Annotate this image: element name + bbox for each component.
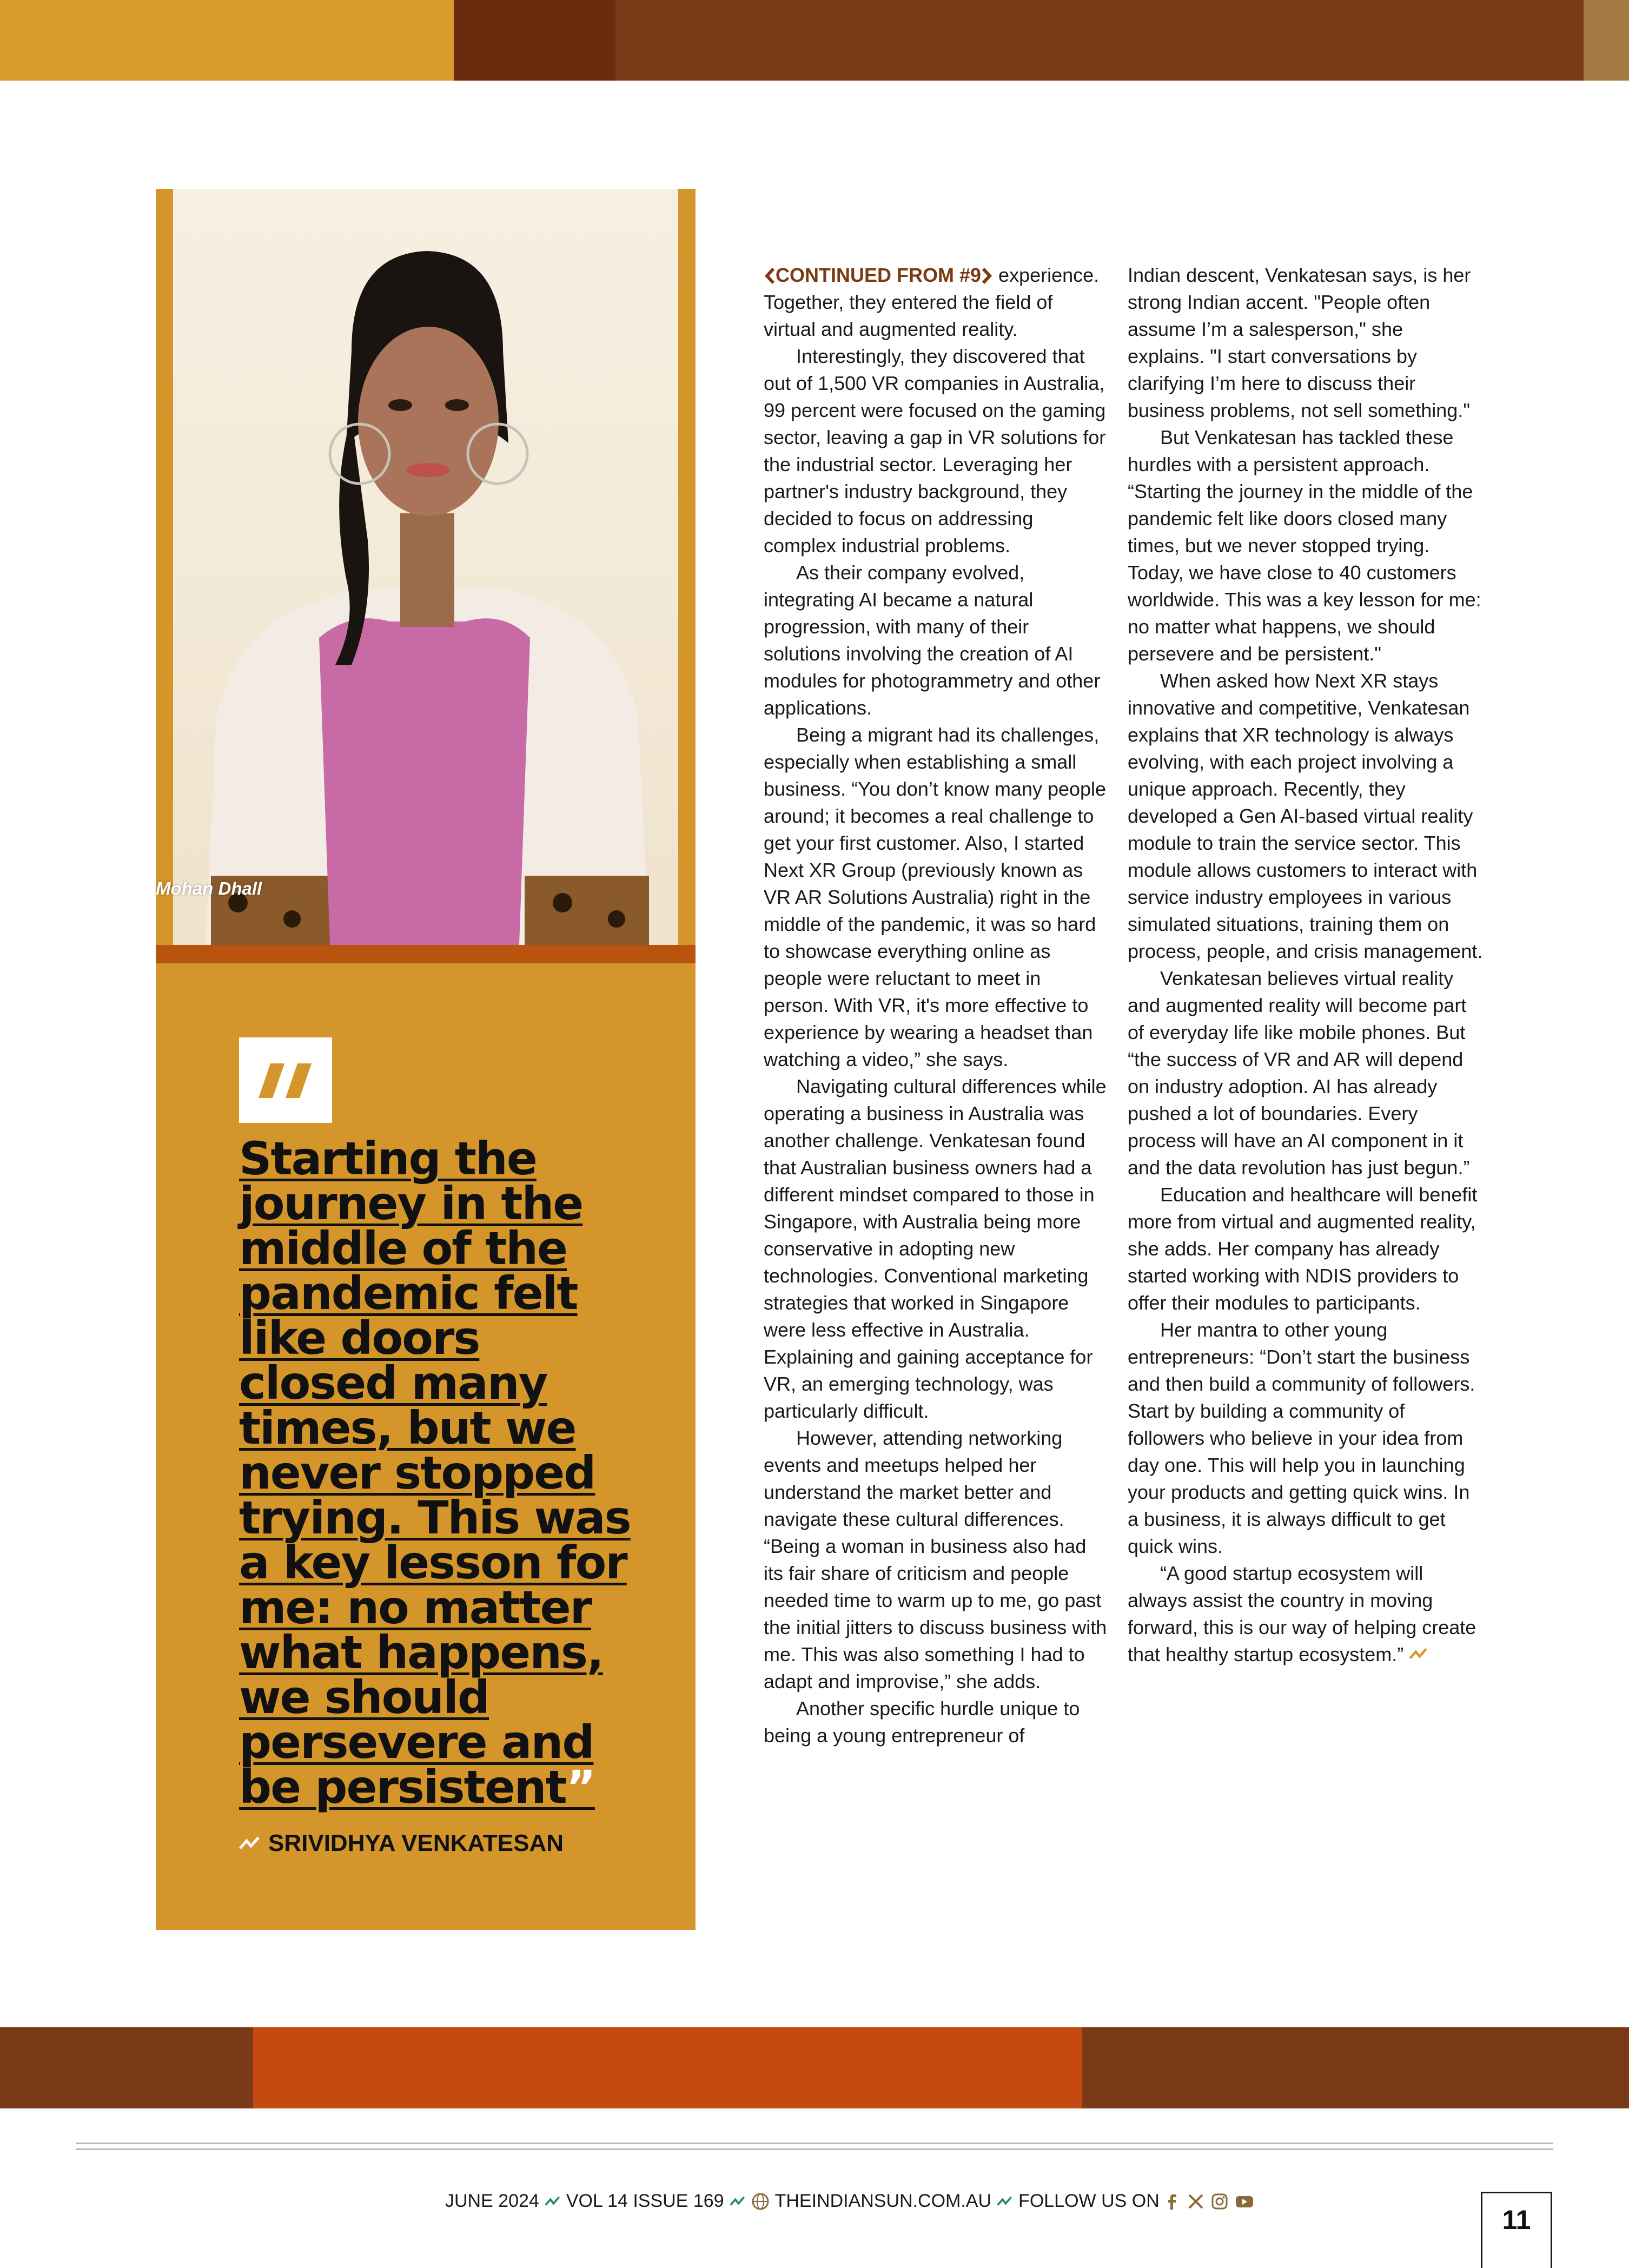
continued-label: CONTINUED FROM #9	[776, 264, 982, 286]
article-paragraph	[1128, 1560, 1485, 1668]
quote-mark-icon	[239, 1037, 332, 1123]
paragraph-text: “A good startup ecosystem will always assist the country in moving forward, this is our way of helping create that healthy startup ecosystem.”	[1128, 1562, 1476, 1665]
photo-panel	[156, 189, 696, 963]
zigzag-icon	[239, 1835, 261, 1852]
top-band-segment-3	[615, 0, 1584, 81]
bottom-band-segment-3	[1082, 2027, 1629, 2108]
pull-quote-text: Starting the journey in the middle of the pandemic felt like doors closed many times, but we never stopped trying. This was a key lesson for me: no matter what happens, we should persevere and be persistent	[239, 1132, 631, 1814]
portrait-illustration	[173, 189, 678, 945]
portrait-photo	[173, 189, 678, 945]
pull-quote-close-mark: ”	[566, 1761, 595, 1814]
photo-credit: Mohan Dhall	[156, 878, 262, 898]
end-mark-icon	[1409, 1647, 1428, 1661]
zigzag-icon	[545, 2196, 561, 2207]
article-paragraph: However, attending networking events and meetups helped her understand the market better and navigate these cultural differences. “Being a woman in business also had its fair share of criticism and people needed time to warm up to me, go past the initial jitters to discuss business with me. This was also something I had to adapt and improvise,” she adds.	[764, 1427, 1107, 1692]
article-paragraph: When asked how Next XR stays innovative and competitive, Venkatesan explains that XR technology is always evolving, with each project involving a unique approach. Recently, they developed a Gen AI-based virtual reality module to train the service sector. This module allows customers to interact with service industry employees in various simulated situations, training them on process, people, and crisis management.	[1128, 670, 1483, 962]
x-icon[interactable]	[1187, 2192, 1205, 2211]
quote-attribution	[239, 1830, 564, 1857]
pull-quote	[239, 1132, 634, 1814]
top-band-segment-1	[0, 0, 454, 81]
facebook-icon[interactable]	[1165, 2192, 1181, 2211]
zigzag-icon	[997, 2196, 1013, 2207]
attribution-name: SRIVIDHYA VENKATESAN	[268, 1830, 564, 1856]
article-paragraph: Venkatesan believes virtual reality and augmented reality will become part of everyday life like mobile phones. But “the success of VR and AR will depend on industry adoption. AI has already pushed a lot of boundaries. Every process will have an AI component in it and the data revolution has just begun.”	[1128, 967, 1470, 1179]
article-paragraph: As their company evolved, integrating AI became a natural progression, with many of their solutions involving the creation of AI modules for photogrammetry and other applications.	[764, 561, 1101, 719]
footer-follow-label: FOLLOW US ON	[1018, 2191, 1160, 2211]
article-paragraph: Another specific hurdle unique to being a young entrepreneur of	[764, 1697, 1080, 1747]
footer-date: JUNE 2024	[445, 2191, 539, 2211]
page-number-box	[1481, 2192, 1552, 2268]
paragraph-text: experience. Together, they entered the field of virtual and augmented reality.	[764, 264, 1100, 340]
article-paragraph: Interestingly, they discovered that out of 1,500 VR companies in Australia, 99 percent were focused on the gaming sector, leaving a gap in VR solutions for the industrial sector. Leveraging her partner's industry background, they decided to focus on addressing complex industrial problems.	[764, 345, 1106, 557]
footer-website[interactable]: THEINDIANSUN.COM.AU	[774, 2191, 992, 2211]
instagram-icon[interactable]	[1210, 2192, 1229, 2211]
footer-rule	[76, 2148, 1553, 2150]
footer-issue: VOL 14 ISSUE 169	[566, 2191, 724, 2211]
article-paragraph: Education and healthcare will benefit more from virtual and augmented reality, she adds. Her company has already started working with NDIS providers to offer their modules to participants.	[1128, 1183, 1478, 1314]
chevron-left-icon	[764, 268, 776, 284]
chevron-right-icon	[981, 268, 993, 284]
footer-info	[445, 2191, 1255, 2212]
footer-rule	[76, 2143, 1553, 2144]
article-paragraph	[764, 262, 1110, 343]
article-paragraph: Her mantra to other young entrepreneurs: “Don’t start the business and then build a community of followers. Start by building a community of followers who believe in your idea from day one. This will help you in launching your products and getting quick wins. In a business, it is always difficult to get quick wins.	[1128, 1319, 1475, 1557]
zigzag-icon	[730, 2196, 746, 2207]
top-band-segment-4	[1584, 0, 1629, 81]
top-band-segment-2	[454, 0, 615, 81]
article-paragraph: Navigating cultural differences while operating a business in Australia was another challenge. Venkatesan found that Australian business owners had a different mindset compared to those in Singapore, with Australia being more conservative in adopting new technologies. Conventional marketing strategies that worked in Singapore were less effective in Australia. Explaining and gaining acceptance for VR, an emerging technology, was particularly difficult.	[764, 1075, 1107, 1422]
youtube-icon[interactable]	[1234, 2192, 1255, 2211]
globe-icon	[751, 2192, 770, 2211]
continued-marker[interactable]	[764, 264, 993, 286]
bottom-band-segment-1	[0, 2027, 253, 2108]
article-column-1	[764, 262, 1110, 1749]
article-paragraph: Indian descent, Venkatesan says, is her strong Indian accent. "People often assume I’m a salesperson," she explains. "I start conversations by clarifying I’m here to discuss their business problems, not sell something."	[1128, 264, 1471, 421]
article-paragraph: But Venkatesan has tackled these hurdles with a persistent approach. “Starting the journey in the middle of the pandemic felt like doors closed many times, but we never stopped trying. Today, we have close to 40 customers worldwide. This was a key lesson for me: no matter what happens, we should persevere and be persistent."	[1128, 426, 1481, 665]
pull-quote-panel	[156, 963, 696, 1930]
article-paragraph: Being a migrant had its challenges, especially when establishing a small business. “You don’t know many people around; it becomes a real challenge to get your first customer. Also, I started Next XR Group (previously known as VR AR Solutions Australia) right in the middle of the pandemic, it was so hard to showcase everything online as people were reluctant to meet in person. With VR, it's more effective to experience by wearing a headset than watching a video,” she says.	[764, 724, 1107, 1070]
photo-bottom-strip	[156, 945, 696, 963]
article-column-2	[1128, 262, 1485, 1668]
page-number: 11	[1502, 2205, 1531, 2235]
bottom-band-segment-2	[253, 2027, 1082, 2108]
